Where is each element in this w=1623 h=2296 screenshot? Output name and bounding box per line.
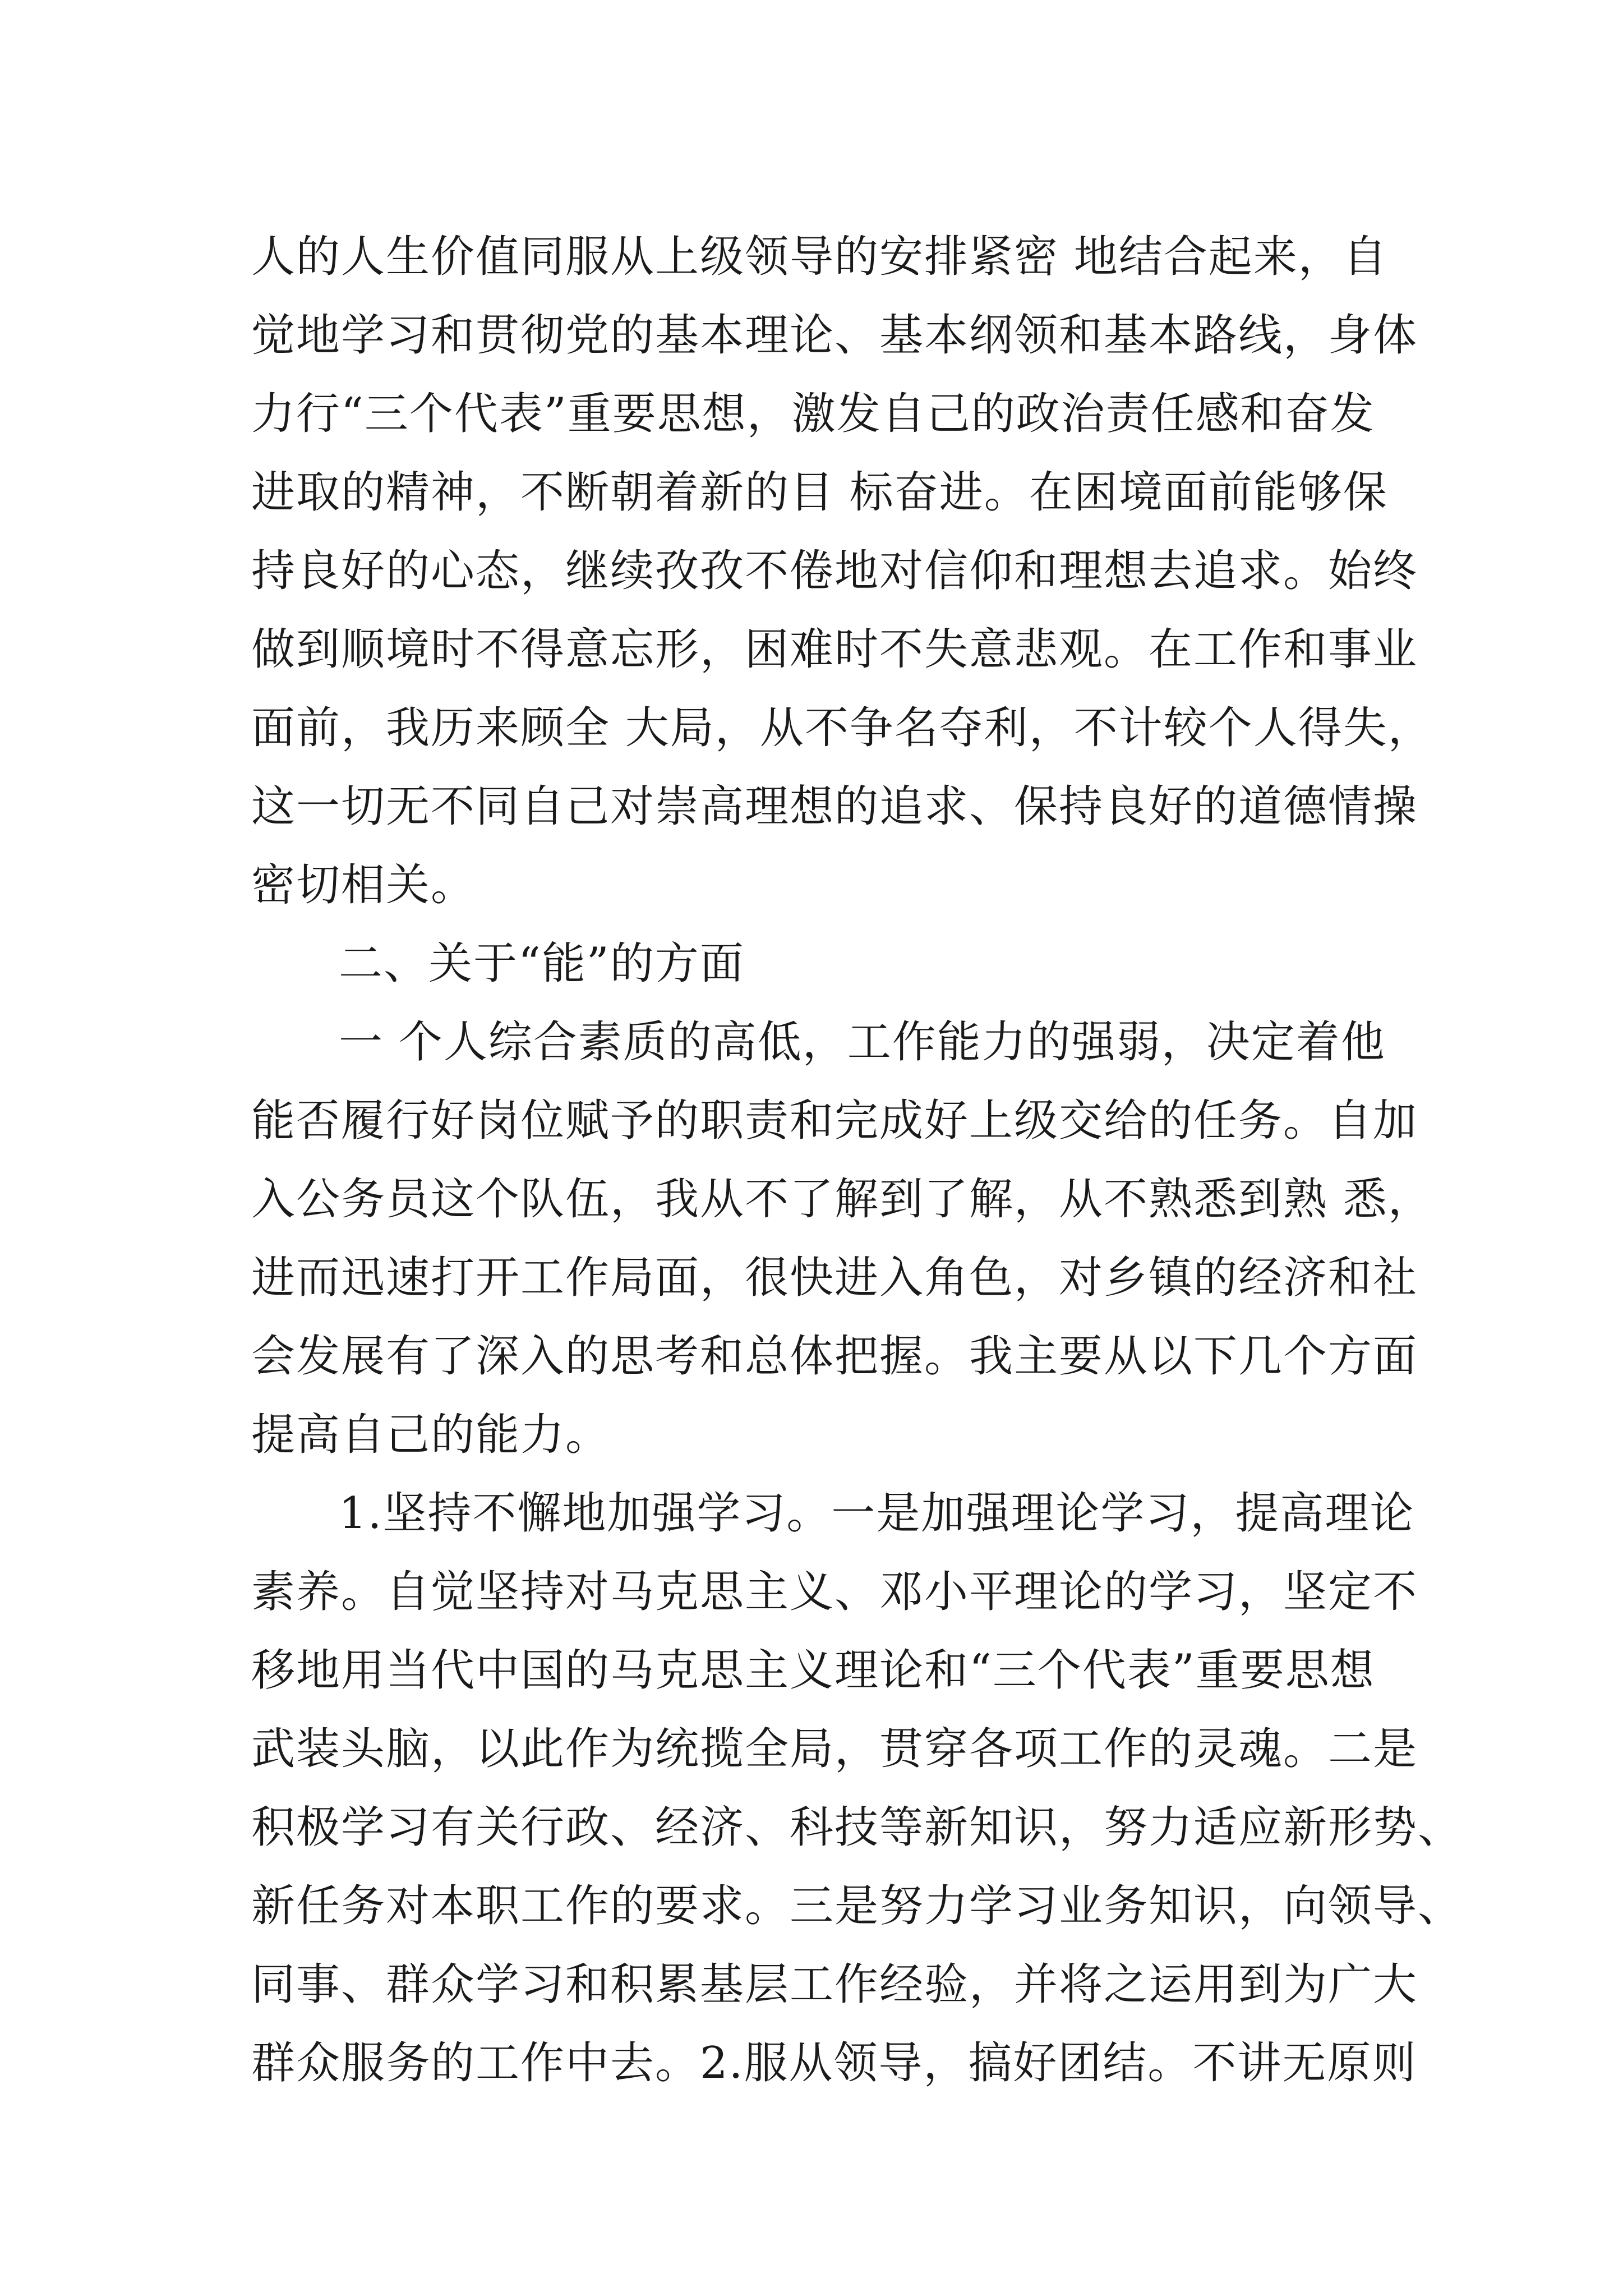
body-line: 群众服务的工作中去。2.服从领导，搞好团结。不讲无原则 [251, 2038, 1417, 2088]
body-line: 积极学习有关行政、经济、科技等新知识，努力适应新形势、 [251, 1802, 1463, 1853]
body-line: 觉地学习和贯彻党的基本理论、基本纲领和基本路线，身体 [251, 310, 1418, 361]
body-line: 移地用当代中国的马克思主义理论和“三个代表”重要思想 [251, 1645, 1375, 1696]
body-line: 一 个人综合素质的高低，工作能力的强弱，决定着他 [339, 1017, 1386, 1068]
body-line: 1.坚持不懈地加强学习。一是加强理论学习，提高理论 [339, 1488, 1415, 1539]
body-line: 能否履行好岗位赋予的职责和完成好上级交给的任务。自加 [251, 1096, 1418, 1146]
body-line: 会发展有了深入的思考和总体把握。我主要从以下几个方面 [251, 1331, 1418, 1382]
body-line: 同事、群众学习和积累基层工作经验，并将之运用到为广大 [251, 1959, 1418, 2010]
body-line: 密切相关。 [251, 860, 476, 910]
body-line: 持良好的心态，继续孜孜不倦地对信仰和理想去追求。始终 [251, 546, 1418, 596]
document-body [251, 218, 1463, 2102]
body-line: 提高自己的能力。 [251, 1410, 611, 1460]
body-line: 进取的精神，不断朝着新的目 标奋进。在困境面前能够保 [251, 467, 1388, 518]
body-line: 新任务对本职工作的要求。三是努力学习业务知识，向领导、 [251, 1881, 1463, 1931]
body-line: 武装头脑，以此作为统揽全局，贯穿各项工作的灵魂。二是 [251, 1724, 1418, 1774]
body-line: 这一切无不同自己对崇高理想的追求、保持良好的道德情操 [251, 781, 1418, 832]
body-line: 素养。自觉坚持对马克思主义、邓小平理论的学习，坚定不 [251, 1567, 1418, 1617]
body-line: 进而迅速打开工作局面，很快进入角色，对乡镇的经济和社 [251, 1253, 1418, 1303]
body-line: 入公务员这个队伍，我从不了解到了解，从不熟悉到熟 悉， [251, 1174, 1433, 1225]
section-heading: 二、关于“能”的方面 [339, 938, 745, 989]
body-line: 做到顺境时不得意忘形，困难时不失意悲观。在工作和事业 [251, 624, 1418, 675]
body-line: 面前，我历来顾全 大局，从不争名夺利，不计较个人得失， [251, 703, 1433, 753]
body-line: 力行“三个代表”重要思想，激发自己的政治责任感和奋发 [251, 389, 1375, 439]
body-line: 人的人生价值同服从上级领导的安排紧密 地结合起来，自 [251, 232, 1388, 282]
